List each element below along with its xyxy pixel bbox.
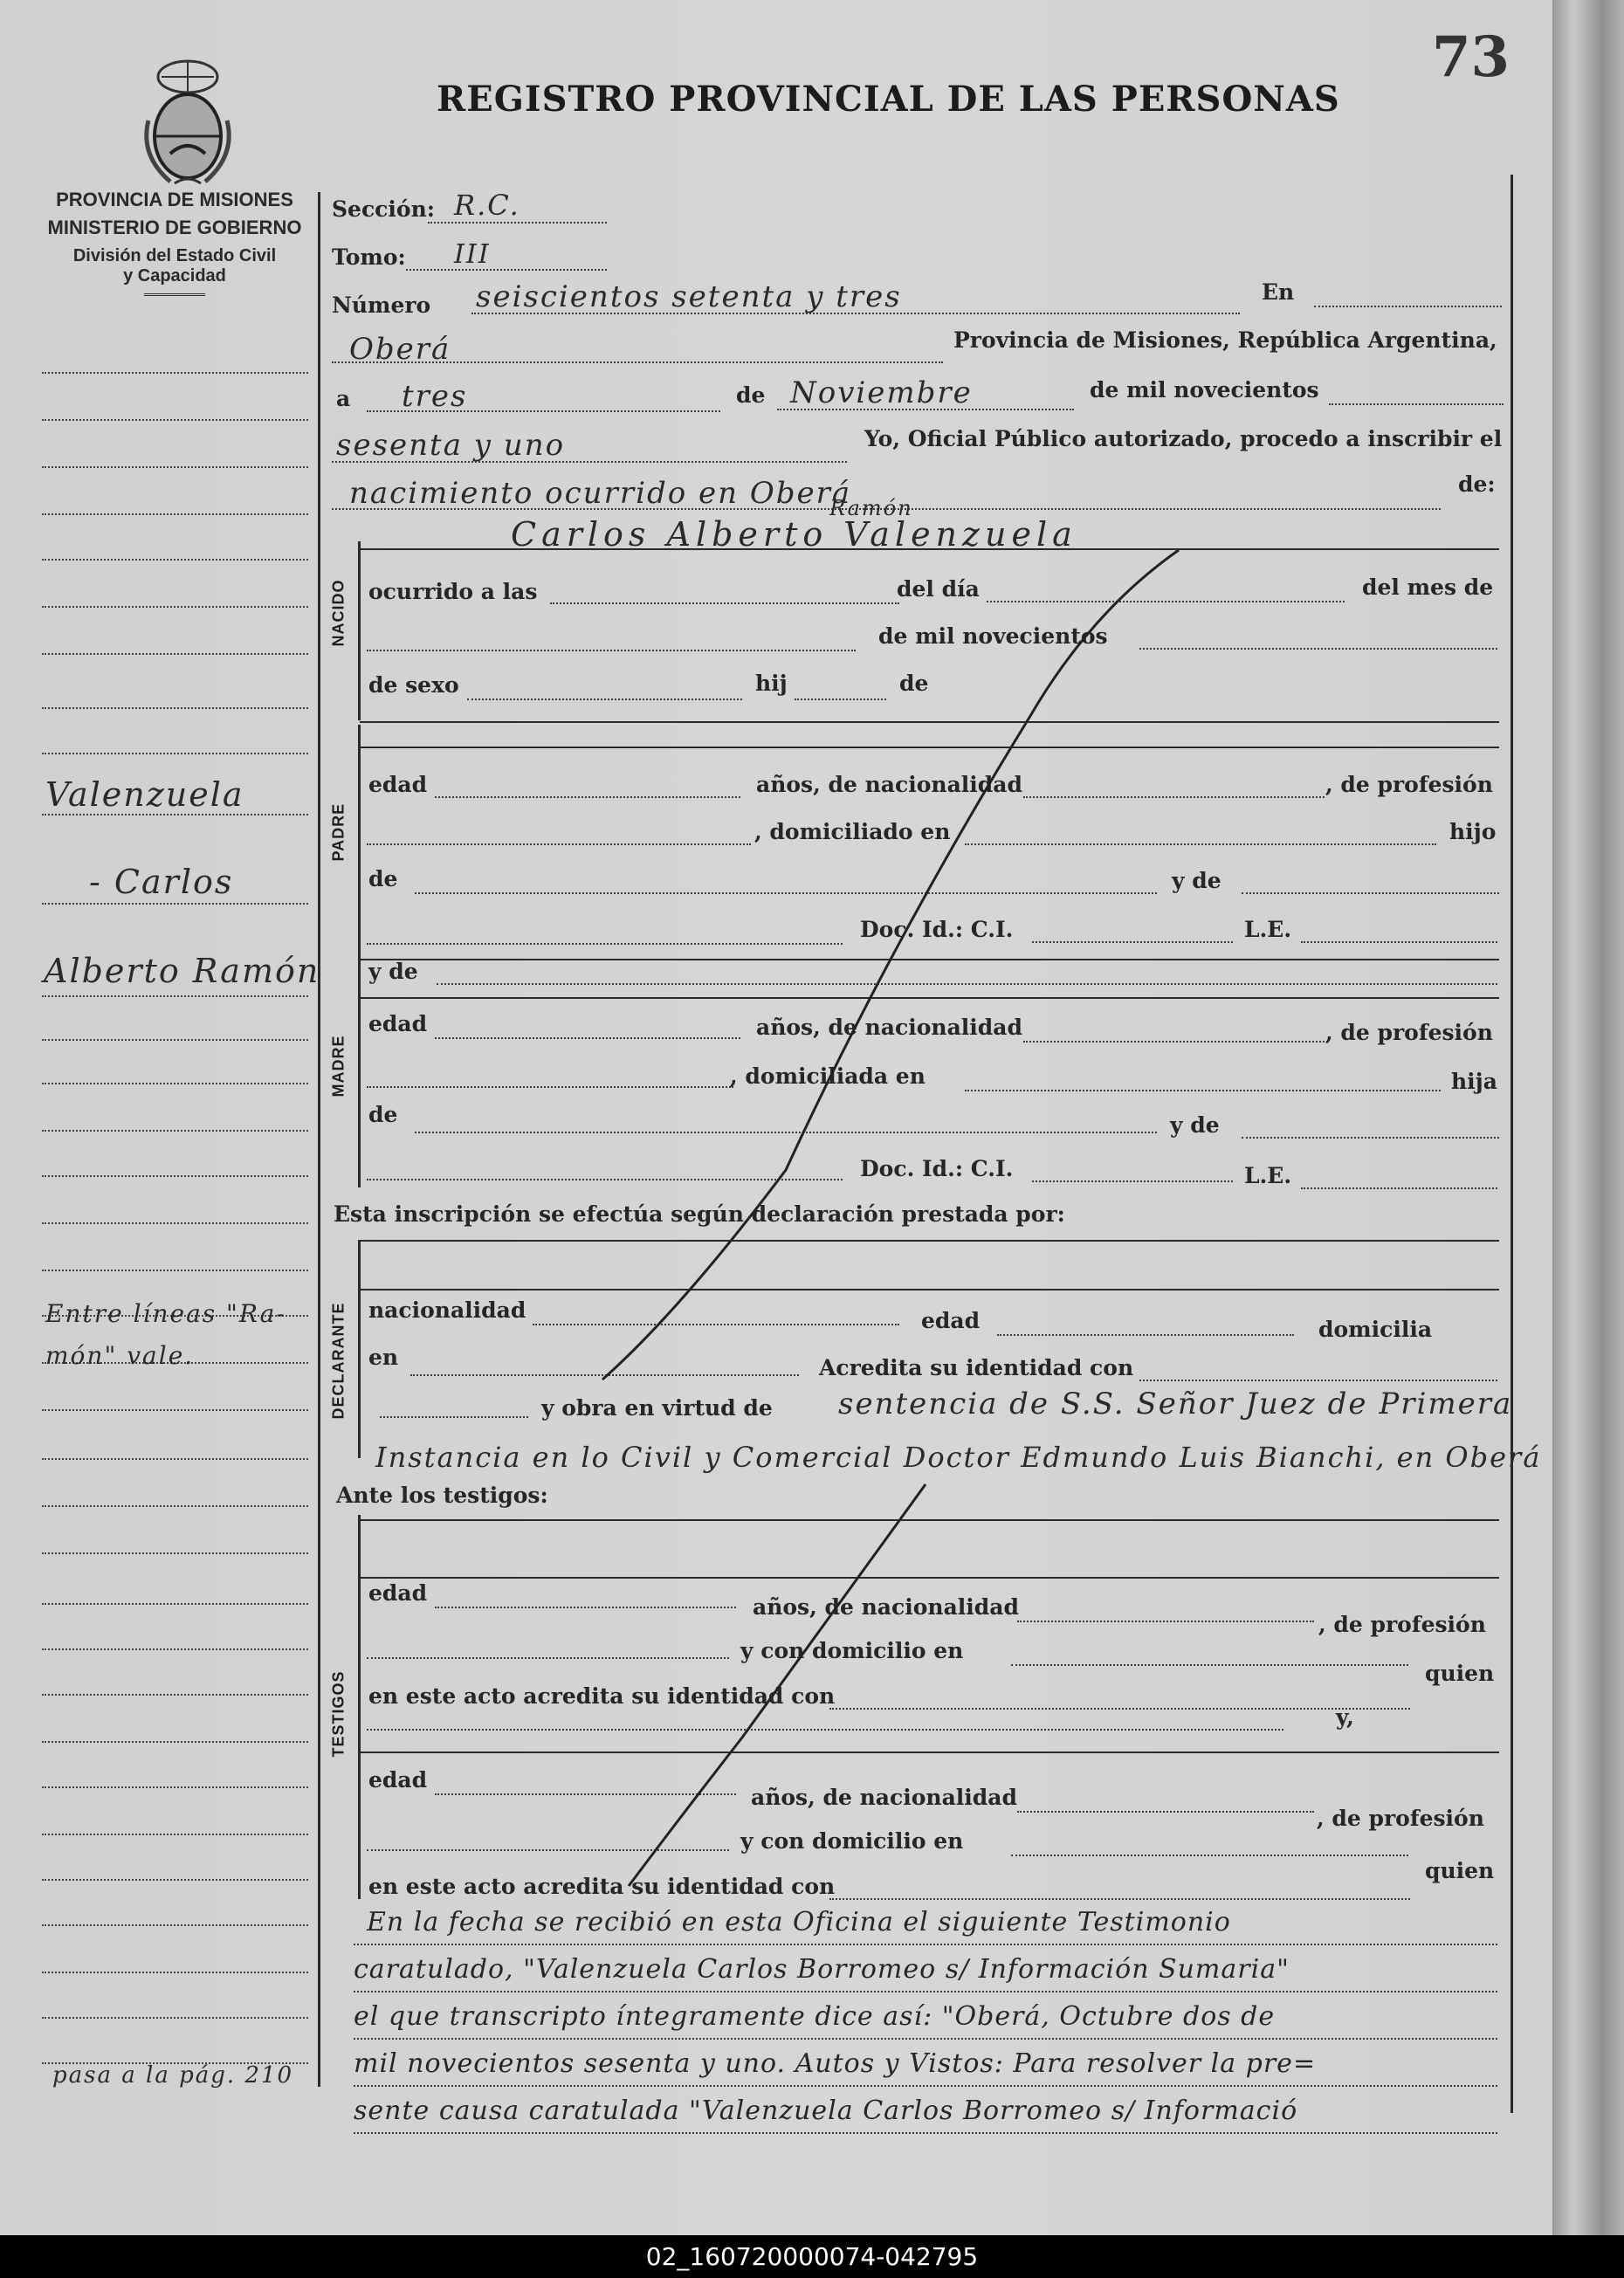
inscripcion-text: Esta inscripción se efectúa según declaración prestada por: bbox=[334, 1201, 1065, 1227]
tomo-label: Tomo: bbox=[332, 244, 406, 270]
header-division: División del Estado Civil bbox=[72, 246, 277, 265]
nota-line-4: mil novecientos sesenta y uno. Autos y Vistos: Para resolver la pre= bbox=[354, 2048, 1317, 2079]
section-testigos: TESTIGOS bbox=[329, 1670, 348, 1758]
margin-note-valenzuela: Valenzuela bbox=[45, 775, 244, 814]
madre-domiciliada: , domiciliada en bbox=[730, 1063, 926, 1089]
declarante-obra-value-2: Instancia en lo Civil y Comercial Doctor Edmundo Luis Bianchi, en Oberá bbox=[375, 1441, 1542, 1474]
margin-note-entrelineas-1: Entre líneas "Ra- bbox=[45, 1299, 286, 1328]
testigos-label: Ante los testigos: bbox=[336, 1483, 548, 1508]
nacido-hij: hij bbox=[755, 671, 788, 696]
testigo2-acredita: en este acto acredita su identidad con bbox=[368, 1874, 836, 1899]
nota-line-3: el que transcripto íntegramente dice así: "Oberá, Octubre dos de bbox=[354, 2001, 1276, 2032]
mil-novecientos-label: de mil novecientos bbox=[1090, 377, 1319, 403]
testigo2-quien: quien bbox=[1425, 1858, 1495, 1883]
padre-de: de bbox=[368, 866, 398, 891]
margin-note-carlos: - Carlos bbox=[89, 863, 234, 901]
section-madre: MADRE bbox=[329, 1035, 348, 1098]
seccion-value: R.C. bbox=[454, 189, 520, 222]
declarante-obra: y obra en virtud de bbox=[541, 1395, 773, 1421]
nacido-del-mes: del mes de bbox=[1362, 575, 1494, 600]
de-colon-label: de: bbox=[1458, 471, 1496, 497]
section-nacido: NACIDO bbox=[329, 579, 348, 647]
padre-y-de: y de bbox=[1172, 868, 1221, 893]
header-ministry: MINISTERIO DE GOBIERNO bbox=[47, 217, 302, 238]
nombre-value: Carlos Alberto Valenzuela bbox=[511, 515, 1077, 554]
testigo1-y: y, bbox=[1336, 1704, 1354, 1730]
testigo1-acredita: en este acto acredita su identidad con bbox=[368, 1683, 836, 1709]
footer-id: 02_160720000074-042795 bbox=[645, 2242, 979, 2271]
nombre-insert: Ramón bbox=[829, 496, 913, 520]
nacido-sexo: de sexo bbox=[368, 672, 459, 698]
madre-doc: Doc. Id.: C.I. bbox=[860, 1156, 1014, 1181]
declarante-edad: edad bbox=[921, 1308, 981, 1333]
footer-bar bbox=[0, 2235, 1624, 2278]
declarante-en: en bbox=[368, 1345, 399, 1370]
anio-value: sesenta y uno bbox=[336, 428, 566, 463]
en-label: En bbox=[1262, 279, 1295, 305]
padre-edad: edad bbox=[368, 772, 428, 797]
numero-value: seiscientos setenta y tres bbox=[476, 279, 902, 314]
oficial-text: Yo, Oficial Público autorizado, procedo a inscribir el bbox=[864, 426, 1503, 451]
padre-domiciliado: , domiciliado en bbox=[754, 819, 951, 844]
page-number: 73 bbox=[1432, 24, 1510, 90]
mes-value: Noviembre bbox=[790, 375, 973, 410]
padre-profesion: , de profesión bbox=[1325, 772, 1493, 797]
madre-y-de-2: y de bbox=[1170, 1112, 1220, 1138]
nacido-ocurrido: ocurrido a las bbox=[368, 579, 538, 604]
margin-note-pasa: pasa a la pág. 210 bbox=[52, 2062, 294, 2089]
declarante-domicilia: domicilia bbox=[1318, 1317, 1433, 1342]
tomo-value: III bbox=[454, 239, 491, 270]
a-label: a bbox=[336, 386, 351, 411]
testigo1-edad: edad bbox=[368, 1580, 428, 1606]
padre-doc: Doc. Id.: C.I. bbox=[860, 917, 1014, 942]
lugar-value: Oberá bbox=[349, 332, 451, 367]
testigo1-quien: quien bbox=[1425, 1661, 1495, 1686]
margin-note-alberto: Alberto Ramón bbox=[44, 952, 320, 990]
acto-value: nacimiento ocurrido en Oberá bbox=[349, 476, 852, 511]
page-title: REGISTRO PROVINCIAL DE LAS PERSONAS bbox=[437, 79, 1340, 120]
padre-hijo: hijo bbox=[1449, 819, 1497, 844]
testigo2-profesion: , de profesión bbox=[1317, 1806, 1484, 1831]
testigo1-domicilio: y con domicilio en bbox=[740, 1638, 964, 1663]
book-binding-edge bbox=[1552, 0, 1624, 2235]
madre-y-de: y de bbox=[368, 959, 418, 984]
madre-edad: edad bbox=[368, 1011, 428, 1036]
nacido-del-dia: del día bbox=[897, 576, 980, 602]
declarante-nacionalidad: nacionalidad bbox=[368, 1297, 526, 1323]
nota-line-2: caratulado, "Valenzuela Carlos Borromeo s/ Información Sumaria" bbox=[354, 1954, 1290, 1985]
nota-line-5: sente causa caratulada "Valenzuela Carlos Borromeo s/ Informació bbox=[354, 2096, 1298, 2126]
header-capacidad: y Capacidad bbox=[123, 266, 226, 286]
declarante-obra-value: sentencia de S.S. Señor Juez de Primera bbox=[838, 1387, 1513, 1421]
testigo2-anios: años, de nacionalidad bbox=[751, 1785, 1017, 1810]
de-label: de bbox=[736, 382, 766, 408]
section-padre: PADRE bbox=[329, 802, 348, 862]
margin-note-entrelineas-2: món" vale. bbox=[45, 1341, 195, 1370]
nota-line-1: En la fecha se recibió en esta Oficina el siguiente Testimonio bbox=[367, 1907, 1231, 1937]
madre-anios: años, de nacionalidad bbox=[756, 1015, 1022, 1040]
testigo1-anios: años, de nacionalidad bbox=[753, 1594, 1019, 1620]
madre-de: de bbox=[368, 1102, 398, 1127]
testigo2-domicilio: y con domicilio en bbox=[740, 1828, 964, 1854]
numero-label: Número bbox=[332, 292, 431, 318]
nacido-de: de bbox=[899, 671, 929, 696]
dia-value: tres bbox=[402, 379, 468, 414]
nacido-mil: de mil novecientos bbox=[878, 623, 1108, 649]
madre-profesion: , de profesión bbox=[1325, 1020, 1493, 1045]
header-province: PROVINCIA DE MISIONES bbox=[56, 189, 293, 210]
padre-le: L.E. bbox=[1244, 917, 1292, 942]
section-declarante: DECLARANTE bbox=[329, 1302, 348, 1420]
testigo1-profesion: , de profesión bbox=[1318, 1612, 1486, 1637]
seccion-label: Sección: bbox=[332, 196, 435, 222]
declarante-acredita: Acredita su identidad con bbox=[819, 1355, 1134, 1380]
provincia-text: Provincia de Misiones, República Argentina, bbox=[953, 327, 1497, 353]
madre-le: L.E. bbox=[1244, 1163, 1292, 1188]
madre-hija: hija bbox=[1451, 1069, 1497, 1094]
padre-anios: años, de nacionalidad bbox=[756, 772, 1022, 797]
testigo2-edad: edad bbox=[368, 1767, 428, 1793]
